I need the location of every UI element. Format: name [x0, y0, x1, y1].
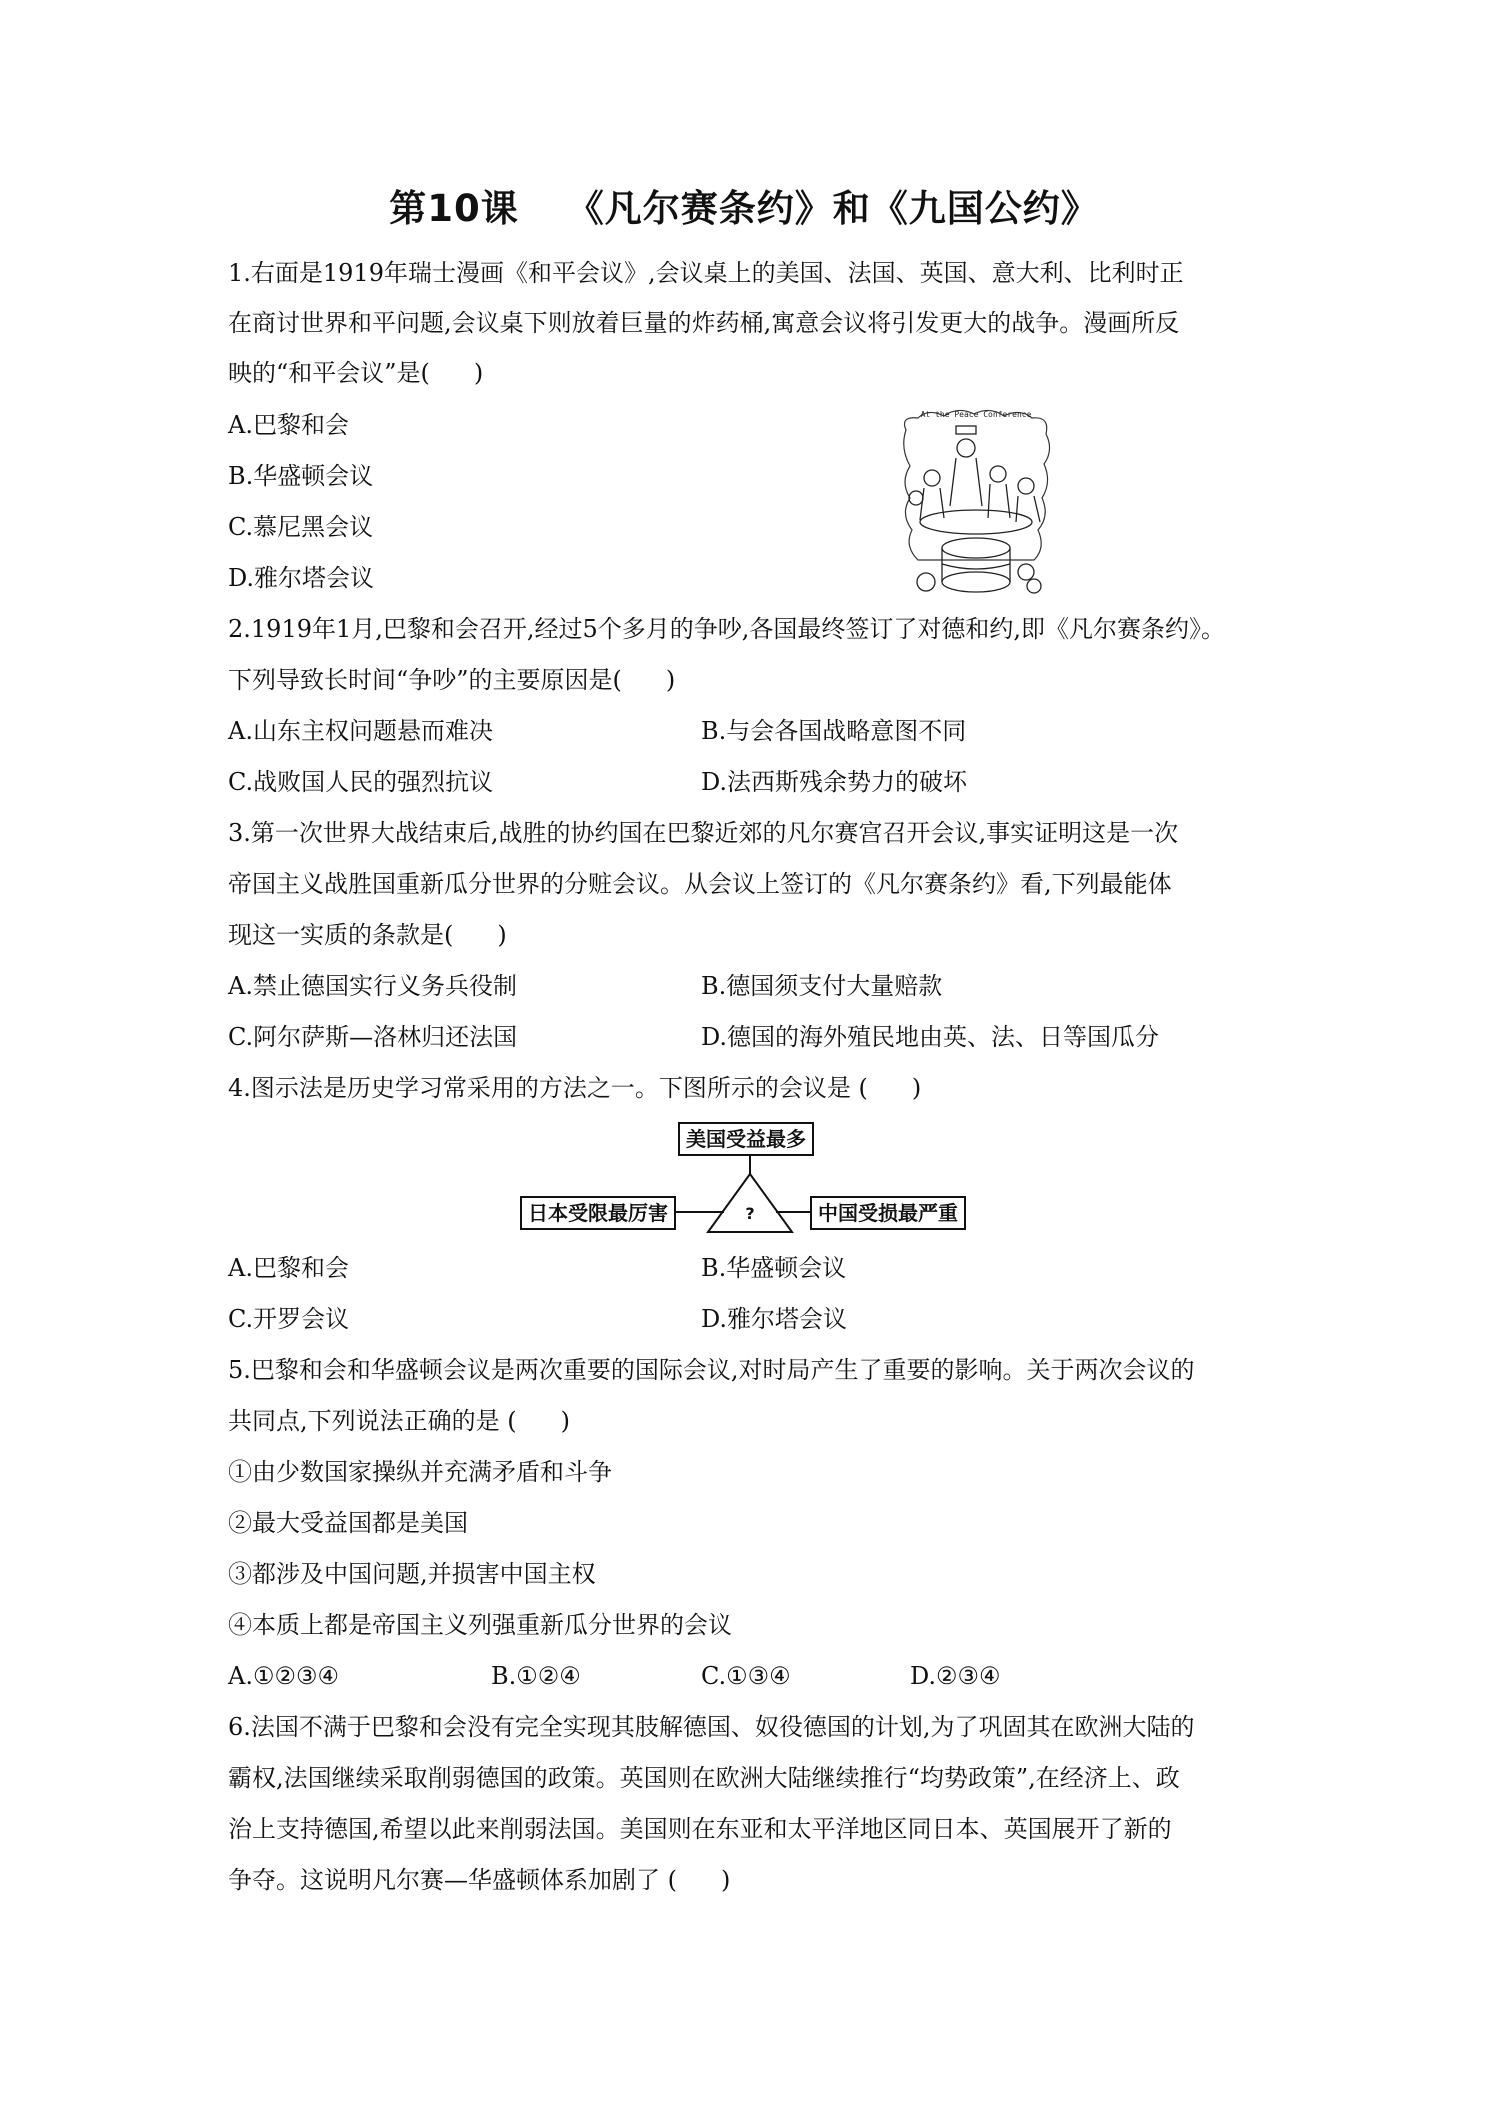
- q4-option-b: B.华盛顿会议: [701, 1254, 847, 1282]
- q1-line-2: 在商讨世界和平问题,会议桌下则放着巨量的炸药桶,寓意会议将引发更大的战争。漫画所反: [228, 309, 1180, 337]
- q2-option-b: B.与会各国战略意图不同: [701, 717, 967, 745]
- q6-stem-end: 争夺。这说明凡尔赛—华盛顿体系加剧了 (: [228, 1866, 677, 1894]
- q5-line-2: [228, 1406, 570, 1436]
- q3-option-d: D.德国的海外殖民地由英、法、日等国瓜分: [701, 1023, 1160, 1051]
- lesson-name: 《凡尔赛条约》和《九国公约》: [566, 187, 1099, 230]
- diagram-box-china: 中国受损最严重: [810, 1196, 966, 1230]
- q1-option-a: A.巴黎和会: [228, 411, 349, 439]
- peace-conference-cartoon: [898, 406, 1054, 602]
- q2-option-a: A.山东主权问题悬而难决: [228, 717, 493, 745]
- diagram-question-mark: ?: [745, 1204, 755, 1223]
- q6-line-1: 6.法国不满于巴黎和会没有完全实现其肢解德国、奴役德国的计划,为了巩固其在欧洲大陆的: [228, 1713, 1195, 1741]
- q3-answer-paren: ): [497, 921, 507, 949]
- q3-line-1: 3.第一次世界大战结束后,战胜的协约国在巴黎近郊的凡尔赛宫召开会议,事实证明这是一次: [228, 819, 1179, 847]
- diagram-box-japan: 日本受限最厉害: [520, 1196, 676, 1230]
- q3-stem-end: 现这一实质的条款是(: [228, 921, 454, 949]
- q1-line-1: 1.右面是1919年瑞士漫画《和平会议》,会议桌上的美国、法国、英国、意大利、比利时正: [228, 259, 1184, 287]
- q4-option-d: D.雅尔塔会议: [701, 1305, 848, 1333]
- q5-stem-end: 共同点,下列说法正确的是 (: [228, 1407, 517, 1435]
- q1-option-c: C.慕尼黑会议: [228, 513, 374, 541]
- q1-line-3: [228, 358, 483, 388]
- cartoon-caption: At the Peace Conference: [920, 410, 1032, 419]
- q2-option-c: C.战败国人民的强烈抗议: [228, 768, 494, 796]
- q3-option-a: A.禁止德国实行义务兵役制: [228, 972, 517, 1000]
- q2-line-1: 2.1919年1月,巴黎和会召开,经过5个多月的争吵,各国最终签订了对德和约,即《凡尔赛条约》。: [228, 615, 1226, 643]
- q5-statement-3: ③都涉及中国问题,并损害中国主权: [228, 1560, 596, 1588]
- q4-option-a: A.巴黎和会: [228, 1254, 349, 1282]
- q5-option-d: D.②③④: [910, 1662, 1001, 1690]
- q6-line-3: 治上支持德国,希望以此来削弱法国。美国则在东亚和太平洋地区同日本、英国展开了新的: [228, 1815, 1172, 1843]
- q4-option-c: C.开罗会议: [228, 1305, 350, 1333]
- conference-diagram: [520, 1122, 980, 1236]
- q6-line-2: 霸权,法国继续采取削弱德国的政策。英国则在欧洲大陆继续推行“均势政策”,在经济上、政: [228, 1764, 1180, 1792]
- q2-answer-paren: ): [665, 666, 676, 694]
- q5-option-c: C.①③④: [701, 1662, 791, 1690]
- q5-statement-2: ②最大受益国都是美国: [228, 1509, 468, 1537]
- q3-option-c: C.阿尔萨斯—洛林归还法国: [228, 1023, 518, 1051]
- q6-answer-paren: ): [721, 1866, 731, 1894]
- q5-option-a: A.①②③④: [228, 1662, 340, 1690]
- diagram-box-us: 美国受益最多: [678, 1122, 814, 1156]
- q3-line-3: [228, 920, 507, 950]
- q1-answer-paren: ): [473, 359, 484, 387]
- q5-statement-4: ④本质上都是帝国主义列强重新瓜分世界的会议: [228, 1611, 732, 1639]
- q2-stem-end: 下列导致长时间“争吵”的主要原因是(: [228, 666, 622, 694]
- q1-option-d: D.雅尔塔会议: [228, 564, 375, 592]
- q3-option-b: B.德国须支付大量赔款: [701, 972, 943, 1000]
- q4-answer-paren: ): [911, 1074, 922, 1102]
- page-title: [0, 178, 1488, 232]
- q2-option-d: D.法西斯残余势力的破坏: [701, 768, 968, 796]
- lesson-number: 第10课: [389, 187, 519, 230]
- q2-line-2: [228, 665, 675, 695]
- q5-statement-1: ①由少数国家操纵并充满矛盾和斗争: [228, 1458, 612, 1486]
- q5-line-1: 5.巴黎和会和华盛顿会议是两次重要的国际会议,对时局产生了重要的影响。关于两次会议的: [228, 1356, 1195, 1384]
- q1-option-b: B.华盛顿会议: [228, 462, 374, 490]
- q6-line-4: [228, 1865, 730, 1895]
- q5-answer-paren: ): [560, 1407, 570, 1435]
- q4-stem: 4.图示法是历史学习常采用的方法之一。下图所示的会议是 (: [228, 1074, 868, 1102]
- q5-option-b: B.①②④: [491, 1662, 581, 1690]
- q4-line-1: [228, 1073, 921, 1103]
- q3-line-2: 帝国主义战胜国重新瓜分世界的分赃会议。从会议上签订的《凡尔赛条约》看,下列最能体: [228, 870, 1172, 898]
- q1-stem-end: 映的“和平会议”是(: [228, 359, 430, 387]
